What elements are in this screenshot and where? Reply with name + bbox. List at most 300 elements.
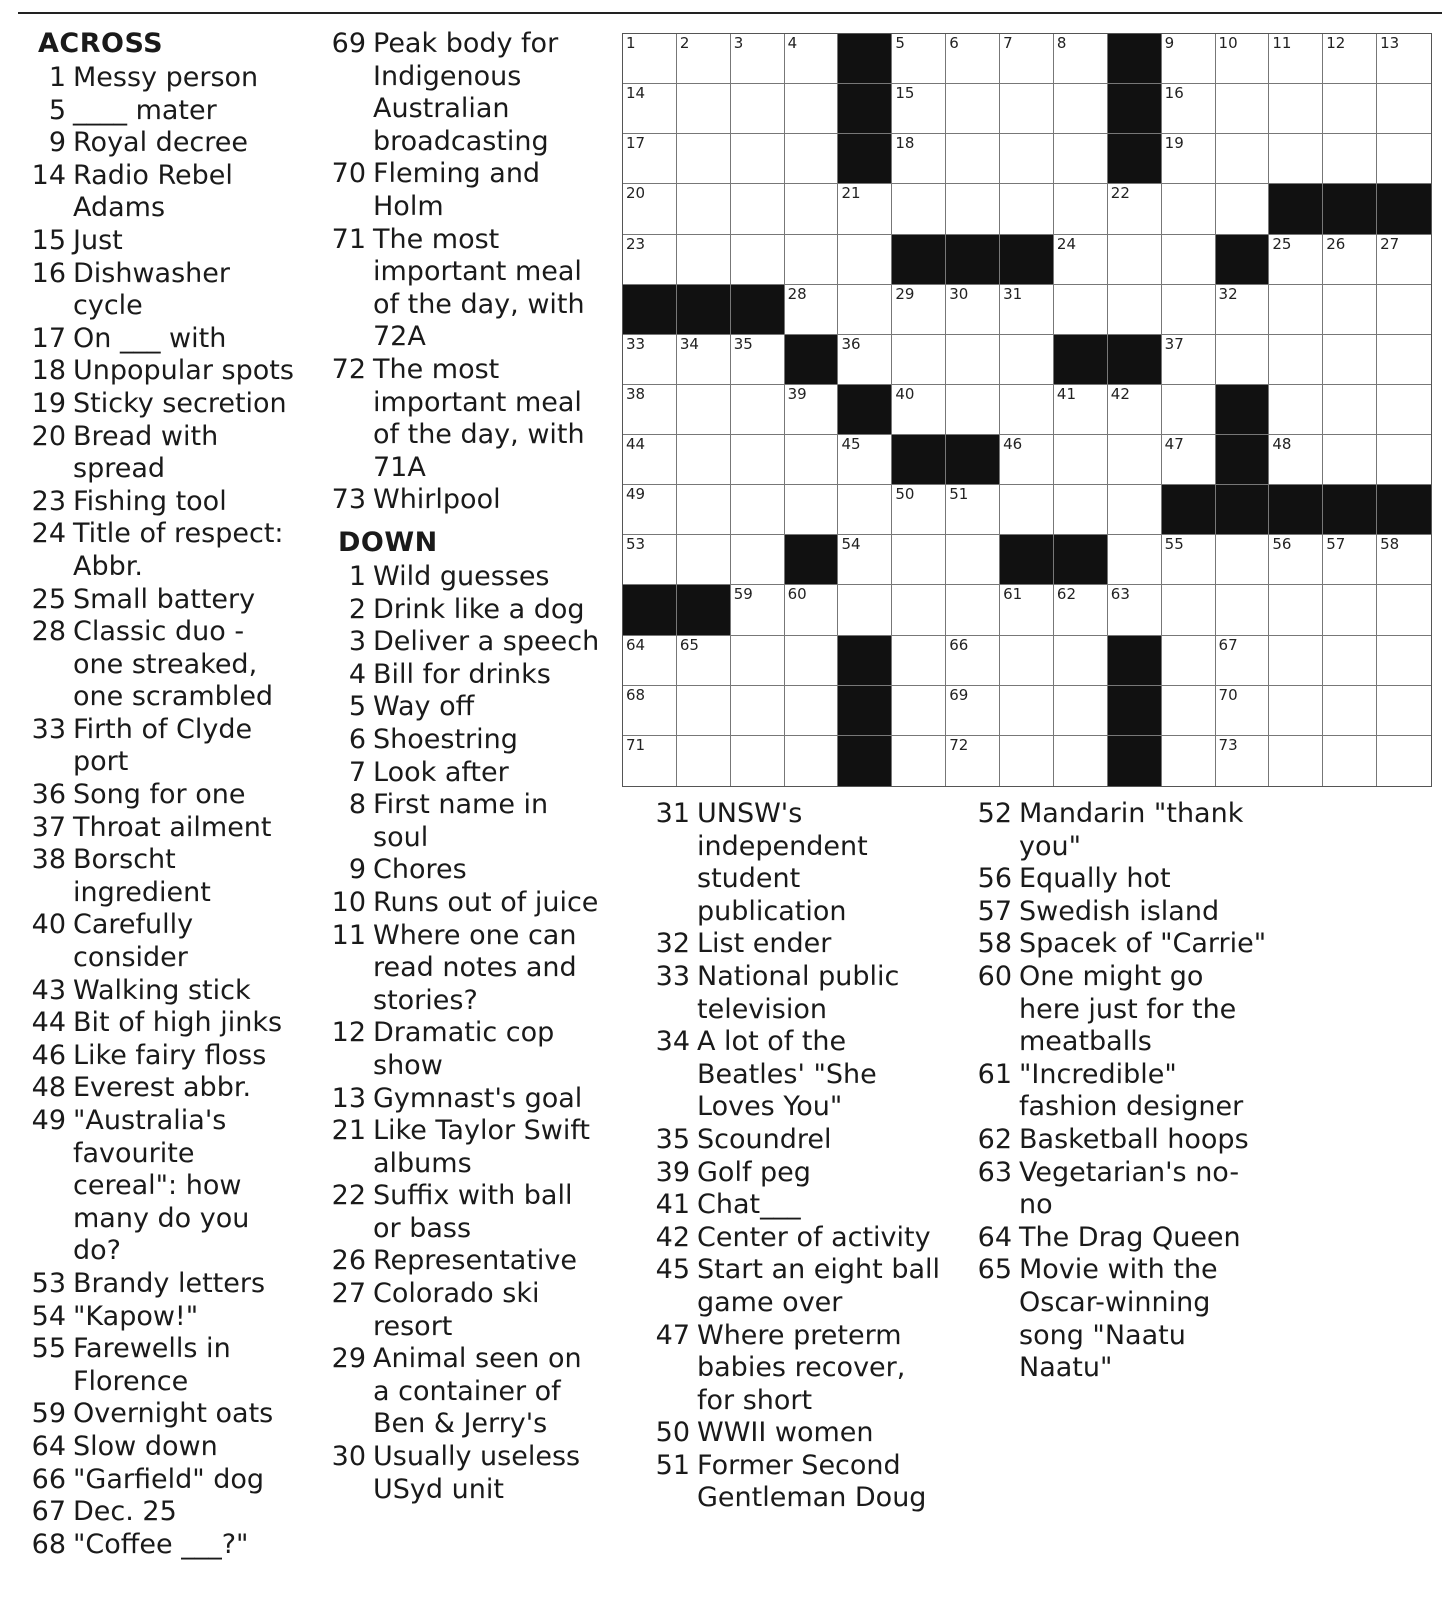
grid-cell[interactable] xyxy=(1269,34,1323,84)
grid-cell[interactable] xyxy=(1323,736,1377,786)
grid-cell[interactable] xyxy=(1377,636,1431,686)
grid-cell[interactable] xyxy=(1000,134,1054,184)
clue-text: Bread with spread xyxy=(73,420,219,485)
clue-number: 38 xyxy=(31,844,66,876)
clue-text: Small battery xyxy=(73,583,256,615)
grid-cell[interactable] xyxy=(1000,636,1054,686)
grid-cell[interactable] xyxy=(1000,435,1054,485)
grid-cell[interactable] xyxy=(1323,335,1377,385)
grid-cell[interactable] xyxy=(1216,535,1270,585)
grid-cell[interactable] xyxy=(1000,84,1054,134)
grid-cell[interactable] xyxy=(1377,535,1431,585)
top-rule xyxy=(18,12,1442,14)
grid-cell[interactable] xyxy=(1269,585,1323,635)
clue-text: Carefully consider xyxy=(73,909,194,974)
grid-cell[interactable] xyxy=(946,184,1000,234)
cell-number: 57 xyxy=(1326,535,1346,554)
grid-block xyxy=(623,285,677,335)
grid-cell[interactable] xyxy=(731,535,785,585)
grid-cell[interactable] xyxy=(731,84,785,134)
grid-cell[interactable] xyxy=(838,184,892,234)
grid-cell[interactable] xyxy=(1000,335,1054,385)
down-clue xyxy=(326,1245,606,1278)
across-clue xyxy=(26,1268,296,1301)
clue-text: Royal decree xyxy=(73,127,248,159)
clue-text: Slow down xyxy=(73,1430,218,1462)
cell-number: 70 xyxy=(1218,685,1238,704)
across-clue xyxy=(26,1529,296,1562)
grid-cell[interactable] xyxy=(1269,736,1323,786)
grid-cell[interactable] xyxy=(1108,585,1162,635)
grid-cell[interactable] xyxy=(1377,335,1431,385)
grid-cell[interactable] xyxy=(1377,235,1431,285)
clue-number: 17 xyxy=(31,322,66,354)
grid-cell[interactable] xyxy=(892,84,946,134)
clue-text: Dishwasher cycle xyxy=(73,257,230,322)
clue-number: 27 xyxy=(331,1278,366,1310)
grid-cell[interactable] xyxy=(892,636,946,686)
clue-text: Fishing tool xyxy=(73,485,227,517)
grid-cell[interactable] xyxy=(1269,285,1323,335)
grid-cell[interactable] xyxy=(1377,435,1431,485)
grid-cell[interactable] xyxy=(677,134,731,184)
grid-cell[interactable] xyxy=(785,235,839,285)
cell-number: 62 xyxy=(1056,585,1077,604)
grid-cell[interactable] xyxy=(623,435,677,485)
grid-block xyxy=(1377,485,1431,535)
grid-cell[interactable] xyxy=(731,736,785,786)
grid-cell[interactable] xyxy=(1162,435,1216,485)
down-clue xyxy=(650,1254,950,1319)
grid-cell[interactable] xyxy=(677,686,731,736)
down-clue xyxy=(326,626,606,659)
grid-cell[interactable] xyxy=(623,335,677,385)
clue-number: 1 xyxy=(48,62,66,93)
grid-cell[interactable] xyxy=(1377,736,1431,786)
grid-cell[interactable] xyxy=(1162,686,1216,736)
grid-cell[interactable] xyxy=(1162,184,1216,234)
clue-number: 33 xyxy=(31,713,66,745)
grid-cell[interactable] xyxy=(1054,636,1108,686)
grid-cell[interactable] xyxy=(1000,736,1054,786)
clue-text: A lot of the Beatles' "She Loves You" xyxy=(697,1026,877,1123)
grid-cell[interactable] xyxy=(1000,184,1054,234)
grid-cell[interactable] xyxy=(1054,34,1108,84)
clue-text: Classic duo - one streaked, one scrambled xyxy=(73,616,274,713)
grid-cell[interactable] xyxy=(1108,535,1162,585)
grid-cell[interactable] xyxy=(1323,535,1377,585)
clue-text: Dec. 25 xyxy=(73,1496,177,1528)
grid-cell[interactable] xyxy=(1216,585,1270,635)
grid-cell[interactable] xyxy=(731,335,785,385)
grid-cell[interactable] xyxy=(1000,285,1054,335)
clue-number: 9 xyxy=(48,127,66,159)
grid-cell[interactable] xyxy=(677,34,731,84)
grid-cell[interactable] xyxy=(623,34,677,84)
grid-cell[interactable] xyxy=(1162,736,1216,786)
down-clue xyxy=(326,561,606,594)
grid-cell[interactable] xyxy=(1269,686,1323,736)
grid-cell[interactable] xyxy=(1054,485,1108,535)
grid-cell[interactable] xyxy=(623,485,677,535)
clue-text: UNSW's independent student publication xyxy=(697,798,868,927)
grid-cell[interactable] xyxy=(1000,34,1054,84)
grid-cell[interactable] xyxy=(1216,34,1270,84)
grid-cell[interactable] xyxy=(623,134,677,184)
grid-cell[interactable] xyxy=(1000,686,1054,736)
grid-block xyxy=(1377,184,1431,234)
grid-cell[interactable] xyxy=(785,485,839,535)
clue-text: Just xyxy=(73,224,123,256)
grid-cell[interactable] xyxy=(892,385,946,435)
grid-cell[interactable] xyxy=(623,84,677,134)
clue-number: 50 xyxy=(655,1417,690,1449)
grid-cell[interactable] xyxy=(1162,34,1216,84)
grid-cell[interactable] xyxy=(1269,84,1323,134)
clue-number: 61 xyxy=(977,1058,1012,1090)
grid-cell[interactable] xyxy=(1000,485,1054,535)
grid-cell[interactable] xyxy=(1216,686,1270,736)
grid-cell[interactable] xyxy=(1162,535,1216,585)
grid-cell[interactable] xyxy=(785,585,839,635)
clue-text: Drink like a dog xyxy=(373,593,585,625)
grid-cell[interactable] xyxy=(623,636,677,686)
grid-cell[interactable] xyxy=(892,34,946,84)
clue-number: 29 xyxy=(331,1343,366,1375)
grid-cell[interactable] xyxy=(892,736,946,786)
cell-number: 34 xyxy=(679,334,699,353)
clue-text: ____ mater xyxy=(73,94,217,126)
grid-cell[interactable] xyxy=(1054,385,1108,435)
grid-cell[interactable] xyxy=(623,686,677,736)
clue-text: Scoundrel xyxy=(697,1123,832,1155)
grid-cell[interactable] xyxy=(1216,736,1270,786)
cell-number: 65 xyxy=(679,635,699,654)
grid-cell[interactable] xyxy=(838,285,892,335)
grid-block xyxy=(1108,34,1162,84)
cell-number: 17 xyxy=(626,134,646,153)
clue-text: Where preterm babies recover, for short xyxy=(697,1319,906,1416)
across-clue xyxy=(26,323,296,356)
grid-cell[interactable] xyxy=(1216,84,1270,134)
clue-text: Spacek of "Carrie" xyxy=(1019,928,1267,960)
clue-number: 33 xyxy=(655,960,690,992)
grid-cell[interactable] xyxy=(1162,235,1216,285)
grid-cell[interactable] xyxy=(1054,585,1108,635)
grid-cell[interactable] xyxy=(1162,585,1216,635)
clue-text: National public television xyxy=(697,960,900,1025)
grid-cell[interactable] xyxy=(1108,184,1162,234)
clue-number: 66 xyxy=(31,1463,66,1495)
grid-cell[interactable] xyxy=(1377,686,1431,736)
clue-text: Look after xyxy=(373,756,509,788)
grid-cell[interactable] xyxy=(838,485,892,535)
grid-cell[interactable] xyxy=(1323,285,1377,335)
grid-cell[interactable] xyxy=(1054,235,1108,285)
grid-cell[interactable] xyxy=(731,385,785,435)
grid-cell[interactable] xyxy=(1216,134,1270,184)
cell-number: 4 xyxy=(787,34,798,52)
grid-cell[interactable] xyxy=(1377,585,1431,635)
across-clue xyxy=(326,28,596,158)
grid-cell[interactable] xyxy=(677,636,731,686)
cell-number: 11 xyxy=(1272,34,1292,52)
grid-cell[interactable] xyxy=(1054,84,1108,134)
clue-number: 55 xyxy=(31,1333,66,1365)
grid-cell[interactable] xyxy=(677,736,731,786)
cell-number: 8 xyxy=(1056,34,1067,52)
grid-cell[interactable] xyxy=(1054,686,1108,736)
grid-cell[interactable] xyxy=(1269,385,1323,435)
grid-cell[interactable] xyxy=(1054,184,1108,234)
grid-cell[interactable] xyxy=(677,84,731,134)
cell-number: 14 xyxy=(626,84,646,103)
cell-number: 61 xyxy=(1003,585,1023,604)
cell-number: 72 xyxy=(949,735,969,754)
grid-cell[interactable] xyxy=(1269,535,1323,585)
grid-cell[interactable] xyxy=(892,134,946,184)
grid-cell[interactable] xyxy=(892,535,946,585)
down-clue xyxy=(650,1417,950,1450)
grid-cell[interactable] xyxy=(1323,636,1377,686)
grid-cell[interactable] xyxy=(838,335,892,385)
grid-cell[interactable] xyxy=(1000,385,1054,435)
grid-cell[interactable] xyxy=(838,585,892,635)
clue-number: 9 xyxy=(348,854,366,886)
grid-cell[interactable] xyxy=(677,335,731,385)
grid-cell[interactable] xyxy=(785,34,839,84)
grid-cell[interactable] xyxy=(946,335,1000,385)
grid-cell[interactable] xyxy=(1108,385,1162,435)
clue-number: 51 xyxy=(655,1449,690,1481)
down-clue xyxy=(972,1254,1272,1384)
grid-cell[interactable] xyxy=(1269,134,1323,184)
grid-cell[interactable] xyxy=(785,736,839,786)
grid-block xyxy=(1216,435,1270,485)
grid-cell[interactable] xyxy=(785,435,839,485)
grid-cell[interactable] xyxy=(1216,184,1270,234)
grid-cell[interactable] xyxy=(1216,285,1270,335)
grid-cell[interactable] xyxy=(892,485,946,535)
grid-cell[interactable] xyxy=(1323,686,1377,736)
grid-cell[interactable] xyxy=(731,686,785,736)
grid-cell[interactable] xyxy=(1269,335,1323,385)
grid-cell[interactable] xyxy=(623,385,677,435)
grid-cell[interactable] xyxy=(1377,385,1431,435)
clue-text: Unpopular spots xyxy=(73,355,294,387)
grid-cell[interactable] xyxy=(1269,235,1323,285)
grid-cell[interactable] xyxy=(892,285,946,335)
grid-block xyxy=(838,134,892,184)
clue-text: Former Second Gentleman Doug xyxy=(697,1449,927,1514)
grid-cell[interactable] xyxy=(1162,335,1216,385)
cell-number: 40 xyxy=(895,384,915,403)
grid-cell[interactable] xyxy=(1162,285,1216,335)
down-clue xyxy=(972,863,1272,896)
clue-number: 8 xyxy=(348,789,366,821)
grid-cell[interactable] xyxy=(1323,134,1377,184)
across-clue xyxy=(26,1398,296,1431)
grid-cell[interactable] xyxy=(731,485,785,535)
grid-cell[interactable] xyxy=(785,84,839,134)
grid-cell[interactable] xyxy=(1108,435,1162,485)
clue-text: Firth of Clyde port xyxy=(73,713,253,778)
cell-number: 60 xyxy=(787,585,807,604)
grid-cell[interactable] xyxy=(1323,385,1377,435)
grid-cell[interactable] xyxy=(785,385,839,435)
clue-number: 10 xyxy=(331,886,366,918)
grid-cell[interactable] xyxy=(946,636,1000,686)
grid-cell[interactable] xyxy=(1323,34,1377,84)
grid-cell[interactable] xyxy=(677,435,731,485)
cell-number: 5 xyxy=(895,34,905,52)
clue-number: 24 xyxy=(31,518,66,550)
clue-number: 73 xyxy=(331,484,366,516)
cell-number: 10 xyxy=(1218,34,1238,52)
grid-cell[interactable] xyxy=(1162,385,1216,435)
grid-cell[interactable] xyxy=(892,335,946,385)
grid-cell[interactable] xyxy=(1323,235,1377,285)
clue-number: 43 xyxy=(31,974,66,1006)
grid-cell[interactable] xyxy=(1377,34,1431,84)
grid-cell[interactable] xyxy=(785,686,839,736)
grid-cell[interactable] xyxy=(946,535,1000,585)
clue-text: "Garfield" dog xyxy=(73,1463,265,1495)
clue-text: Suffix with ball or bass xyxy=(373,1180,573,1244)
grid-cell[interactable] xyxy=(1269,435,1323,485)
grid-cell[interactable] xyxy=(1108,485,1162,535)
grid-cell[interactable] xyxy=(946,485,1000,535)
grid-cell[interactable] xyxy=(623,535,677,585)
clue-number: 32 xyxy=(655,928,690,960)
across-clue xyxy=(26,355,296,388)
across-clue xyxy=(26,127,296,160)
grid-cell[interactable] xyxy=(1000,585,1054,635)
grid-cell[interactable] xyxy=(785,134,839,184)
grid-cell[interactable] xyxy=(838,235,892,285)
clue-number: 67 xyxy=(31,1496,66,1528)
across-clue xyxy=(26,258,296,323)
cell-number: 12 xyxy=(1326,34,1346,52)
grid-cell[interactable] xyxy=(946,285,1000,335)
grid-cell[interactable] xyxy=(1108,285,1162,335)
grid-block xyxy=(785,535,839,585)
grid-cell[interactable] xyxy=(1108,235,1162,285)
down-clue xyxy=(650,798,950,928)
grid-cell[interactable] xyxy=(1323,435,1377,485)
cell-number: 18 xyxy=(895,134,915,153)
grid-cell[interactable] xyxy=(731,34,785,84)
grid-cell[interactable] xyxy=(677,385,731,435)
grid-cell[interactable] xyxy=(731,134,785,184)
grid-block xyxy=(838,84,892,134)
grid-cell[interactable] xyxy=(731,184,785,234)
grid-cell[interactable] xyxy=(1216,636,1270,686)
grid-cell[interactable] xyxy=(623,235,677,285)
grid-cell[interactable] xyxy=(731,636,785,686)
grid-cell[interactable] xyxy=(946,736,1000,786)
across-clue xyxy=(26,1007,296,1040)
cell-number: 7 xyxy=(1003,34,1013,52)
grid-cell[interactable] xyxy=(785,285,839,335)
grid-cell[interactable] xyxy=(1054,285,1108,335)
across-clue xyxy=(326,354,596,484)
down-clue xyxy=(650,1450,950,1515)
grid-cell[interactable] xyxy=(1269,636,1323,686)
grid-block xyxy=(1054,335,1108,385)
grid-block xyxy=(785,335,839,385)
grid-cell[interactable] xyxy=(946,385,1000,435)
down-clue xyxy=(326,789,606,854)
down-clue xyxy=(326,594,606,627)
grid-cell[interactable] xyxy=(892,585,946,635)
grid-cell[interactable] xyxy=(1054,435,1108,485)
grid-cell[interactable] xyxy=(731,435,785,485)
grid-cell[interactable] xyxy=(1323,84,1377,134)
clue-text: Brandy letters xyxy=(73,1267,266,1299)
grid-cell[interactable] xyxy=(946,84,1000,134)
grid-cell[interactable] xyxy=(1377,285,1431,335)
down-heading: DOWN xyxy=(338,527,438,558)
grid-cell[interactable] xyxy=(1162,636,1216,686)
grid-cell[interactable] xyxy=(623,184,677,234)
clue-number: 39 xyxy=(655,1156,690,1188)
clue-text: Where one can read notes and stories? xyxy=(373,919,577,1016)
clue-number: 72 xyxy=(331,353,366,385)
grid-cell[interactable] xyxy=(838,535,892,585)
grid-cell[interactable] xyxy=(1162,134,1216,184)
grid-cell[interactable] xyxy=(1162,84,1216,134)
clue-number: 57 xyxy=(977,895,1012,927)
clue-number: 4 xyxy=(348,658,366,690)
grid-cell[interactable] xyxy=(623,736,677,786)
grid-cell[interactable] xyxy=(677,184,731,234)
grid-cell[interactable] xyxy=(946,134,1000,184)
grid-cell[interactable] xyxy=(785,636,839,686)
grid-cell[interactable] xyxy=(946,686,1000,736)
grid-cell[interactable] xyxy=(892,686,946,736)
grid-cell[interactable] xyxy=(677,235,731,285)
down-clue xyxy=(326,1115,606,1180)
cell-number: 55 xyxy=(1164,535,1184,554)
down-clue-list-continued-2 xyxy=(972,798,1272,1385)
grid-cell[interactable] xyxy=(1323,585,1377,635)
grid-cell[interactable] xyxy=(1054,134,1108,184)
down-clue xyxy=(326,757,606,790)
across-clue xyxy=(26,844,296,909)
clue-text: Deliver a speech xyxy=(373,626,600,658)
grid-cell[interactable] xyxy=(1054,736,1108,786)
across-clue xyxy=(26,486,296,519)
grid-cell[interactable] xyxy=(1216,335,1270,385)
clue-text: Movie with the Oscar-winning song "Naatu Naatu" xyxy=(1019,1254,1218,1384)
grid-cell[interactable] xyxy=(677,485,731,535)
grid-cell[interactable] xyxy=(731,235,785,285)
grid-cell[interactable] xyxy=(785,184,839,234)
grid-cell[interactable] xyxy=(1377,84,1431,134)
clue-text: The Drag Queen xyxy=(1019,1221,1241,1253)
down-clue xyxy=(972,1222,1272,1255)
grid-cell[interactable] xyxy=(892,184,946,234)
across-clue xyxy=(26,909,296,974)
grid-cell[interactable] xyxy=(946,34,1000,84)
across-clue xyxy=(26,1496,296,1529)
grid-cell[interactable] xyxy=(946,585,1000,635)
grid-cell[interactable] xyxy=(1377,134,1431,184)
grid-cell[interactable] xyxy=(731,585,785,635)
grid-cell[interactable] xyxy=(838,435,892,485)
grid-cell[interactable] xyxy=(677,535,731,585)
